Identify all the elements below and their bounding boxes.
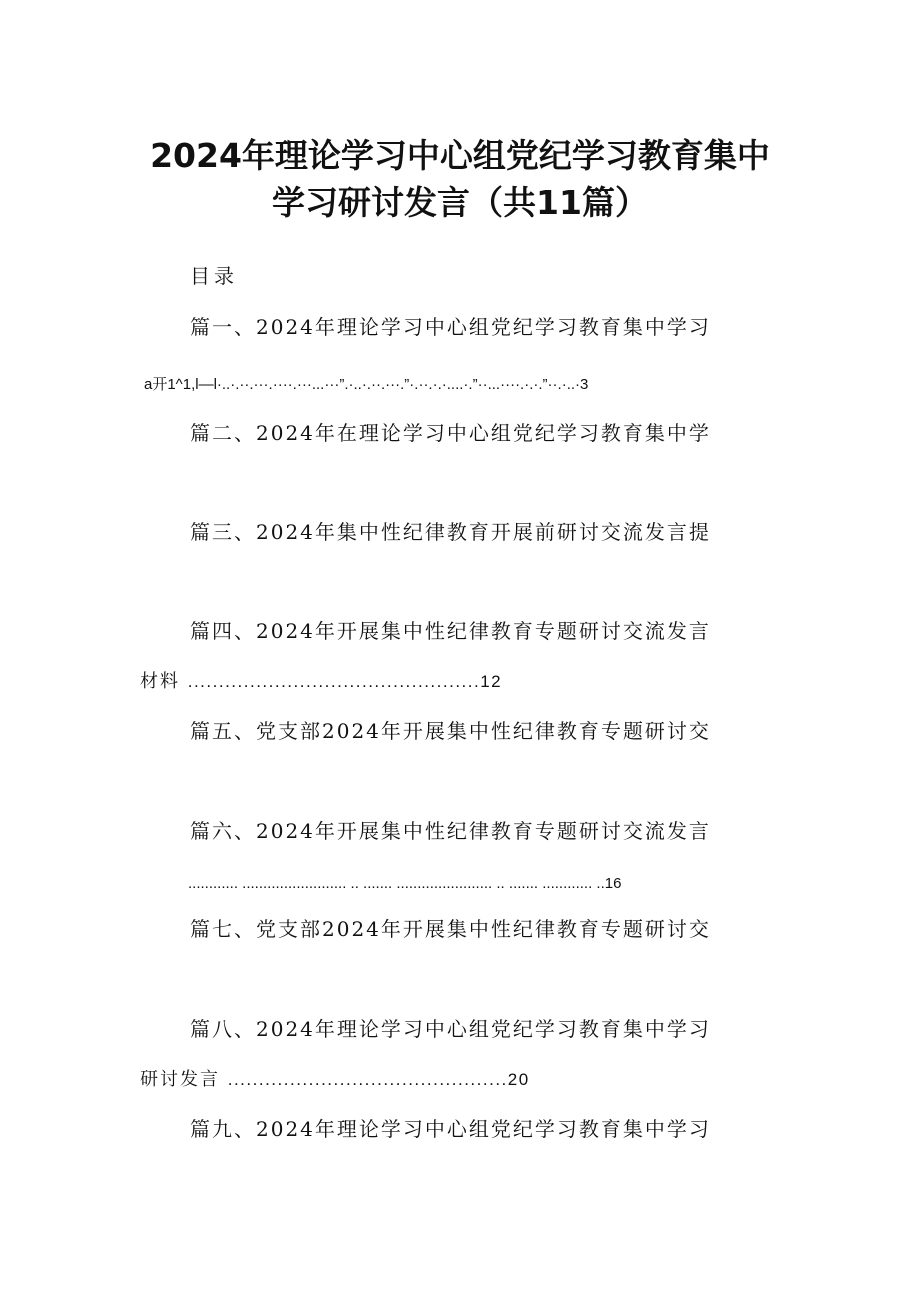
toc-entry-2: 篇二、2024年在理论学习中心组党纪学习教育集中学 (190, 421, 711, 445)
toc-entry-7: 篇七、党支部2024年开展集中性纪律教育专题研讨交 (190, 917, 711, 941)
toc-entry-8-leader-page: .............................................20 (227, 1070, 530, 1089)
toc-entry-4-continuation (140, 668, 502, 696)
toc-entry-6-continuation: ............ ......................... .. ....... ....................... .. ....... ............ ..16 (188, 875, 622, 892)
toc-entry-4-leader-page: ...............................................12 (187, 672, 503, 691)
toc-entry-8-continuation (140, 1066, 530, 1094)
toc-entry-8-text: 研讨发言 (140, 1069, 220, 1090)
toc-entry-1-continuation: a开1^1,l—l·..·.··.···.····.···...···”.·..·.··.···.”·.··.·.·....·.”··...····.·.·.”··.·..·3 (144, 376, 589, 393)
document-title-line-1: 2024年理论学习中心组党纪学习教育集中 (150, 136, 770, 175)
toc-entry-4-text: 材料 (140, 671, 180, 692)
document-title-line-2: 学习研讨发言（共11篇） (272, 183, 648, 222)
toc-entry-3: 篇三、2024年集中性纪律教育开展前研讨交流发言提 (190, 520, 711, 544)
toc-entry-4: 篇四、2024年开展集中性纪律教育专题研讨交流发言 (190, 619, 711, 643)
toc-entry-6: 篇六、2024年开展集中性纪律教育专题研讨交流发言 (190, 819, 711, 843)
toc-entry-8: 篇八、2024年理论学习中心组党纪学习教育集中学习 (190, 1017, 711, 1041)
toc-heading: 目录 (190, 264, 238, 288)
toc-entry-1: 篇一、2024年理论学习中心组党纪学习教育集中学习 (190, 315, 711, 339)
toc-entry-9: 篇九、2024年理论学习中心组党纪学习教育集中学习 (190, 1117, 711, 1141)
toc-entry-5: 篇五、党支部2024年开展集中性纪律教育专题研讨交 (190, 719, 711, 743)
